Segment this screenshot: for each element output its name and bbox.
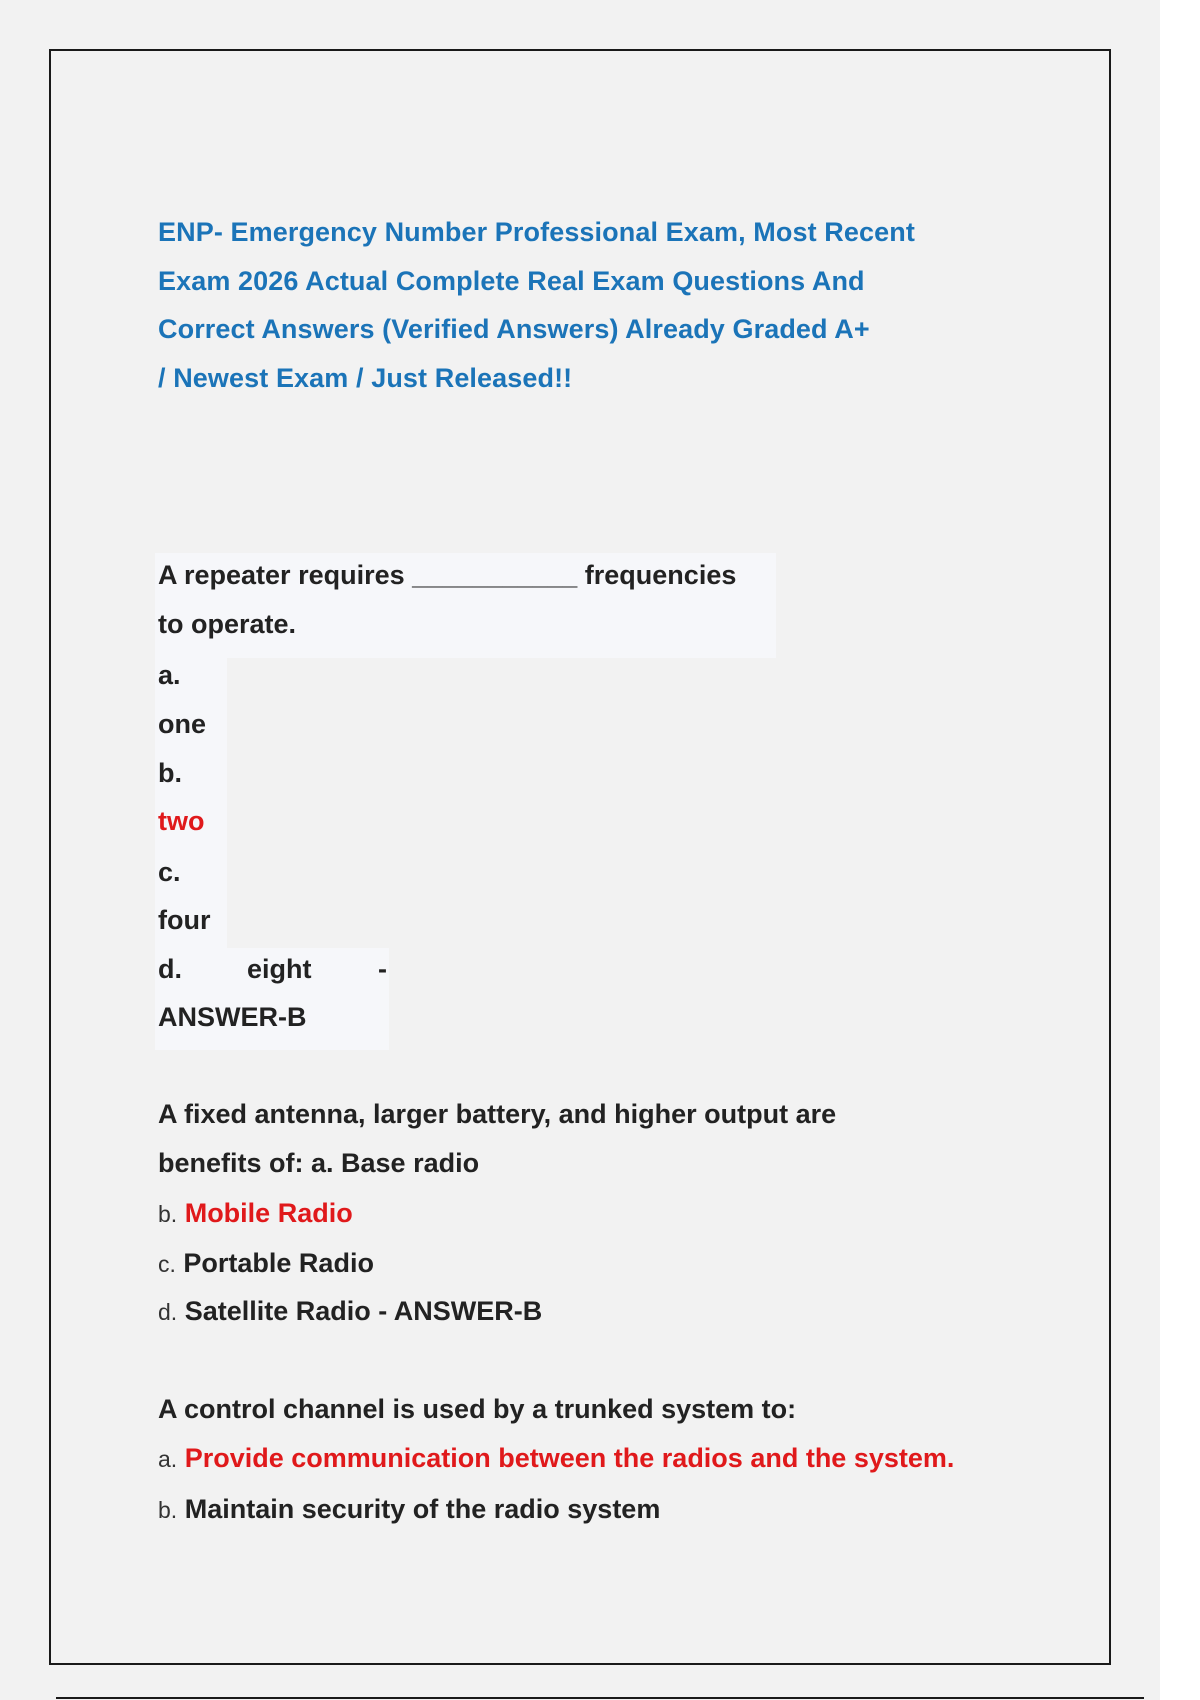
question-1-option-b-label: b. <box>158 758 182 788</box>
question-1-option-b-text: two <box>158 806 205 836</box>
title-line-1: ENP- Emergency Number Professional Exam, Most Recent <box>158 217 915 247</box>
bottom-divider <box>56 1697 1144 1699</box>
question-1-option-d-dash: - <box>378 954 387 984</box>
question-3-option-a <box>158 1441 954 1476</box>
question-1-option-c-label: c. <box>158 857 181 887</box>
question-3-option-b-label: b. <box>158 1497 178 1523</box>
question-1-stem-line-2: to operate. <box>158 609 297 639</box>
question-1-option-a-text: one <box>158 709 207 739</box>
question-1-option-c-text: four <box>158 905 211 935</box>
question-1-option-a-label: a. <box>158 660 181 690</box>
document-title <box>158 208 958 402</box>
question-2-option-b-text: Mobile Radio <box>184 1198 353 1228</box>
question-3-stem-line-1: A control channel is used by a trunked system to: <box>158 1394 797 1424</box>
title-line-4: / Newest Exam / Just Released!! <box>158 362 573 393</box>
question-2-option-b <box>158 1196 353 1231</box>
question-2-option-d-label: d. <box>158 1299 178 1325</box>
title-line-3: Correct Answers (Verified Answers) Already Graded A+ <box>158 314 870 344</box>
question-2-option-d-text: Satellite Radio - ANSWER-B <box>184 1296 543 1326</box>
question-2-option-d <box>158 1294 542 1329</box>
question-3-option-b-text: Maintain security of the radio system <box>184 1494 661 1524</box>
question-1-answer: ANSWER-B <box>158 1002 307 1032</box>
question-3-option-a-text: Provide communication between the radios and the system. <box>184 1443 955 1473</box>
question-2-option-c-label: c. <box>158 1251 176 1277</box>
title-line-2: Exam 2026 Actual Complete Real Exam Questions And <box>158 265 865 296</box>
question-2-option-b-label: b. <box>158 1201 178 1227</box>
question-2-stem-line-1: A fixed antenna, larger battery, and higher output are <box>158 1099 837 1129</box>
question-1-stem-line-1: A repeater requires ___________ frequencies <box>158 560 737 590</box>
question-2-option-c <box>158 1246 374 1281</box>
question-2-stem-line-2: benefits of: a. Base radio <box>158 1148 480 1178</box>
question-1-option-d-text: eight <box>247 954 312 984</box>
question-3-option-b <box>158 1492 660 1527</box>
question-2-option-c-text: Portable Radio <box>183 1248 374 1278</box>
question-3-option-a-label: a. <box>158 1446 178 1472</box>
question-1-option-d-label: d. <box>158 954 182 984</box>
